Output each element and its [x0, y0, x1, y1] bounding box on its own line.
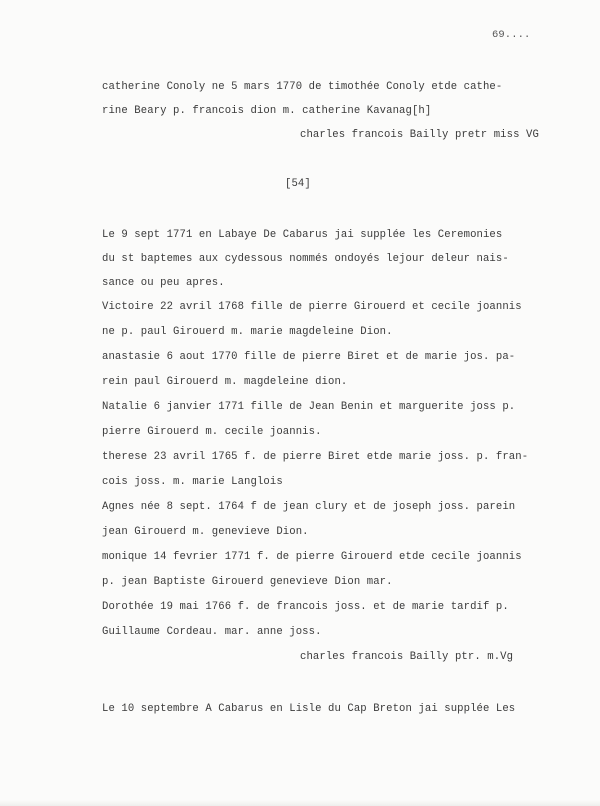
entry2-line: jean Girouerd m. genevieve Dion.	[102, 526, 309, 538]
entry2-line: Natalie 6 janvier 1771 fille de Jean Benin et marguerite joss p.	[102, 401, 516, 413]
entry1-line1: catherine Conoly ne 5 mars 1770 de timothée Conoly etde cathe-	[102, 81, 503, 93]
entry2-line: ne p. paul Girouerd m. marie magdeleine Dion.	[102, 326, 393, 338]
entry2-line: Dorothée 19 mai 1766 f. de francois joss. et de marie tardif p.	[102, 601, 509, 613]
entry2-line: anastasie 6 aout 1770 fille de pierre Biret et de marie jos. pa-	[102, 351, 516, 363]
entry2-line: rein paul Girouerd m. magdeleine dion.	[102, 376, 348, 388]
entry2-signature: charles francois Bailly ptr. m.Vg	[300, 651, 514, 663]
entry1-line2: rine Beary p. francois dion m. catherine Kavanag[h]	[102, 105, 432, 117]
entry2-line: du st baptemes aux cydessous nommés ondoyés lejour deleur nais-	[102, 253, 509, 265]
entry2-line: Guillaume Cordeau. mar. anne joss.	[102, 626, 322, 638]
page-number: 69....	[492, 29, 531, 41]
entry2-line: cois joss. m. marie Langlois	[102, 476, 283, 488]
entry2-line: Le 9 sept 1771 en Labaye De Cabarus jai supplée les Ceremonies	[102, 229, 503, 241]
entry2-line: monique 14 fevrier 1771 f. de pierre Girouerd etde cecile joannis	[102, 551, 522, 563]
entry2-line: sance ou peu apres.	[102, 277, 225, 289]
entry1-signature: charles francois Bailly pretr miss VG	[300, 129, 539, 141]
entry2-line: therese 23 avril 1765 f. de pierre Biret etde marie joss. p. fran-	[102, 451, 529, 463]
entry2-line: Agnes née 8 sept. 1764 f de jean clury et de joseph joss. parein	[102, 501, 516, 513]
entry2-line: p. jean Baptiste Girouerd genevieve Dion mar.	[102, 576, 393, 588]
page-bottom-edge	[0, 800, 600, 806]
entry2-line: pierre Girouerd m. cecile joannis.	[102, 426, 322, 438]
entry3-line1: Le 10 septembre A Cabarus en Lisle du Cap Breton jai supplée Les	[102, 703, 516, 715]
entry2-line: Victoire 22 avril 1768 fille de pierre Girouerd et cecile joannis	[102, 301, 522, 313]
section-number: [54]	[285, 178, 311, 190]
